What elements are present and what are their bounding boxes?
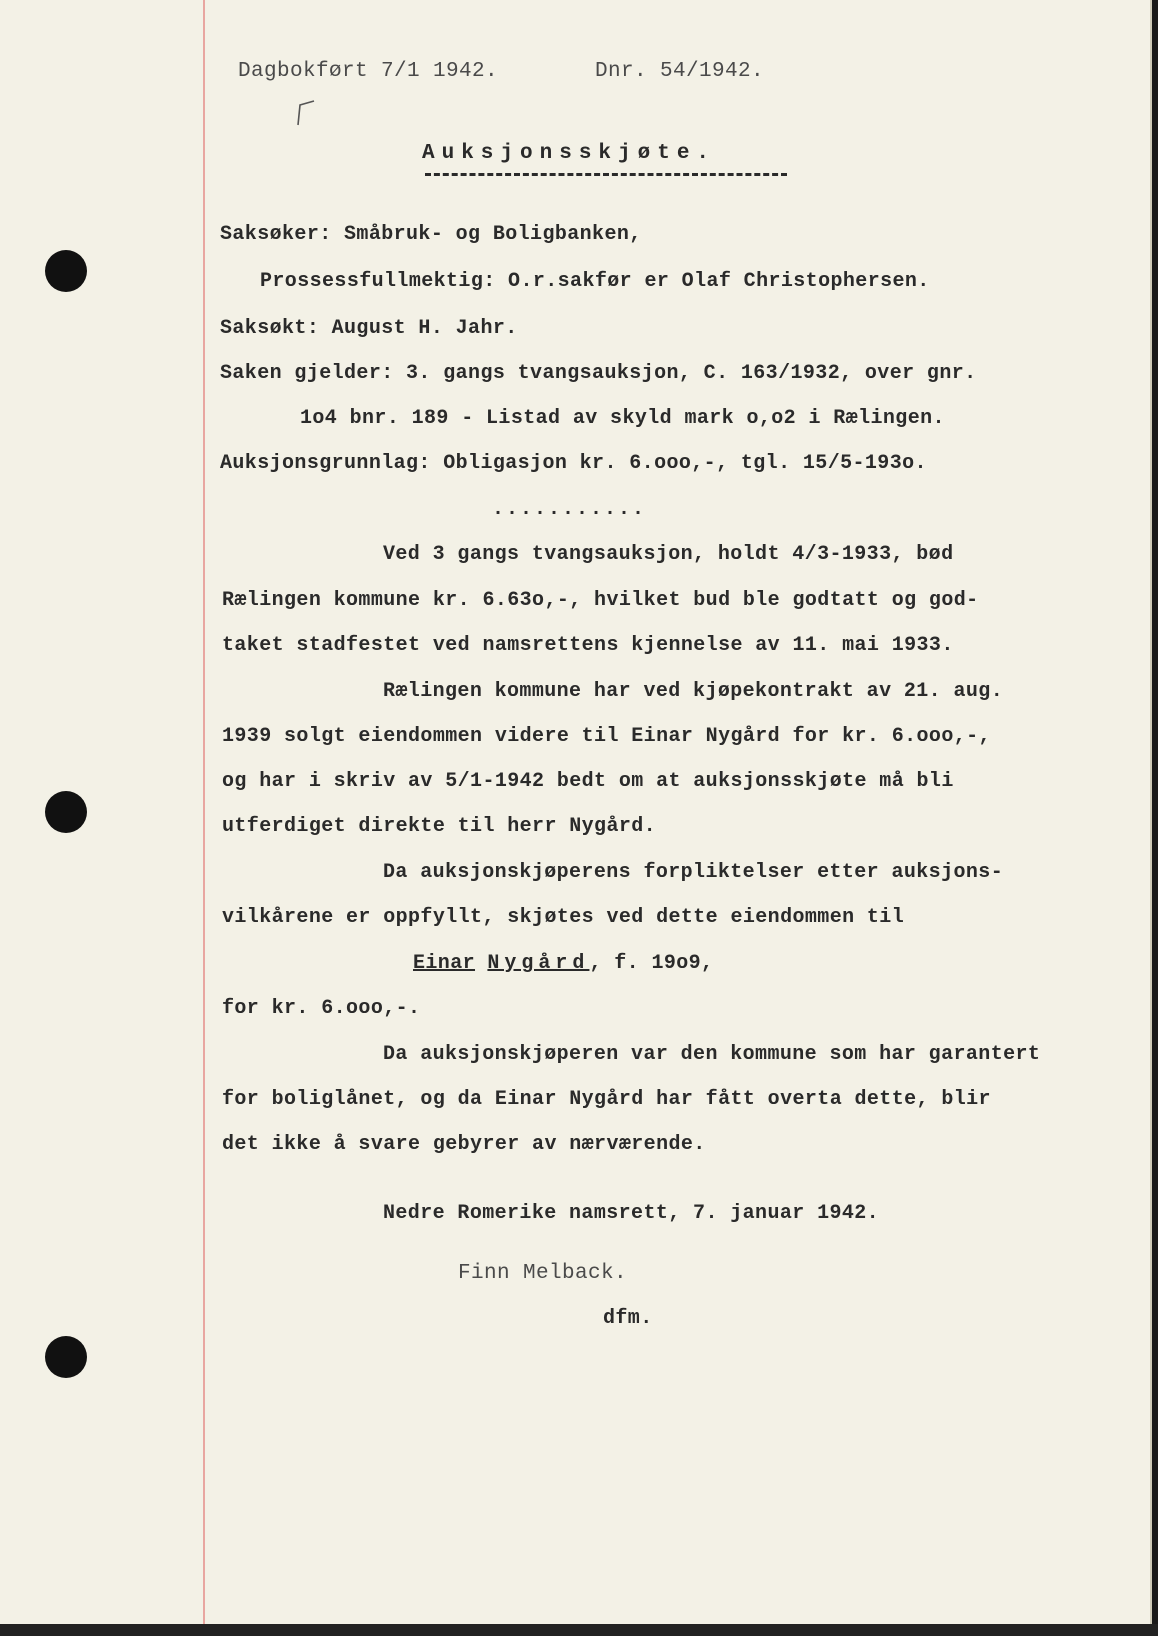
dnr-number: Dnr. 54/1942. bbox=[595, 60, 765, 83]
plaintiff-line: Saksøker: Småbruk- og Boligbanken, bbox=[220, 223, 642, 246]
body-p3-line2: vilkårene er oppfyllt, skjøtes ved dette eiendommen til bbox=[222, 906, 905, 929]
price-line: for kr. 6.ooo,-. bbox=[222, 997, 421, 1020]
buyer-birth-year: , f. 19o9, bbox=[589, 952, 714, 975]
title-underline bbox=[425, 173, 787, 176]
body-p2-line4: utferdiget direkte til herr Nygård. bbox=[222, 815, 657, 838]
body-p1-line1: Ved 3 gangs tvangsauksjon, holdt 4/3-1933, bød bbox=[383, 543, 954, 566]
body-p4-line1: Da auksjonskjøperen var den kommune som har garantert bbox=[383, 1043, 1041, 1066]
punch-hole-middle bbox=[45, 791, 87, 833]
punch-hole-top bbox=[45, 250, 87, 292]
margin-line bbox=[203, 0, 205, 1624]
attorney-line: Prossessfullmektig: O.r.sakfør er Olaf Christophersen. bbox=[260, 270, 930, 293]
body-p2-line1: Rælingen kommune har ved kjøpekontrakt av 21. aug. bbox=[383, 680, 1004, 703]
punch-hole-bottom bbox=[45, 1336, 87, 1378]
case-line-2: 1o4 bnr. 189 - Listad av skyld mark o,o2 i Rælingen. bbox=[300, 407, 945, 430]
body-p2-line2: 1939 solgt eiendommen videre til Einar Nygård for kr. 6.ooo,-, bbox=[222, 725, 991, 748]
body-p3-line1: Da auksjonskjøperens forpliktelser etter auksjons- bbox=[383, 861, 1004, 884]
buyer-line bbox=[413, 952, 713, 975]
signer-title: dfm. bbox=[603, 1307, 653, 1330]
body-p1-line2: Rælingen kommune kr. 6.63o,-, hvilket bud ble godtatt og god- bbox=[222, 589, 979, 612]
body-p4-line3: det ikke å svare gebyrer av nærværende. bbox=[222, 1133, 706, 1156]
body-p2-line3: og har i skriv av 5/1-1942 bedt om at auksjonsskjøte må bli bbox=[222, 770, 954, 793]
body-p1-line3: taket stadfestet ved namsrettens kjennelse av 11. mai 1933. bbox=[222, 634, 954, 657]
pencil-mark-icon bbox=[294, 99, 316, 127]
separator-dots: ........... bbox=[492, 498, 647, 521]
case-line-1: Saken gjelder: 3. gangs tvangsauksjon, C. 163/1932, over gnr. bbox=[220, 362, 977, 385]
diary-note: Dagbokført 7/1 1942. bbox=[238, 60, 499, 83]
buyer-last-name: Nygård bbox=[487, 952, 590, 975]
signer-name: Finn Melback. bbox=[458, 1262, 628, 1285]
defendant-line: Saksøkt: August H. Jahr. bbox=[220, 317, 518, 340]
buyer-first-name: Einar bbox=[413, 952, 476, 975]
body-p4-line2: for boliglånet, og da Einar Nygård har fått overta dette, blir bbox=[222, 1088, 991, 1111]
auction-basis-line: Auksjonsgrunnlag: Obligasjon kr. 6.ooo,-, tgl. 15/5-193o. bbox=[220, 452, 927, 475]
place-date-line: Nedre Romerike namsrett, 7. januar 1942. bbox=[383, 1202, 880, 1225]
scan-bottom-edge bbox=[0, 1624, 1158, 1636]
document-title: Auksjonsskjøte. bbox=[422, 142, 717, 165]
